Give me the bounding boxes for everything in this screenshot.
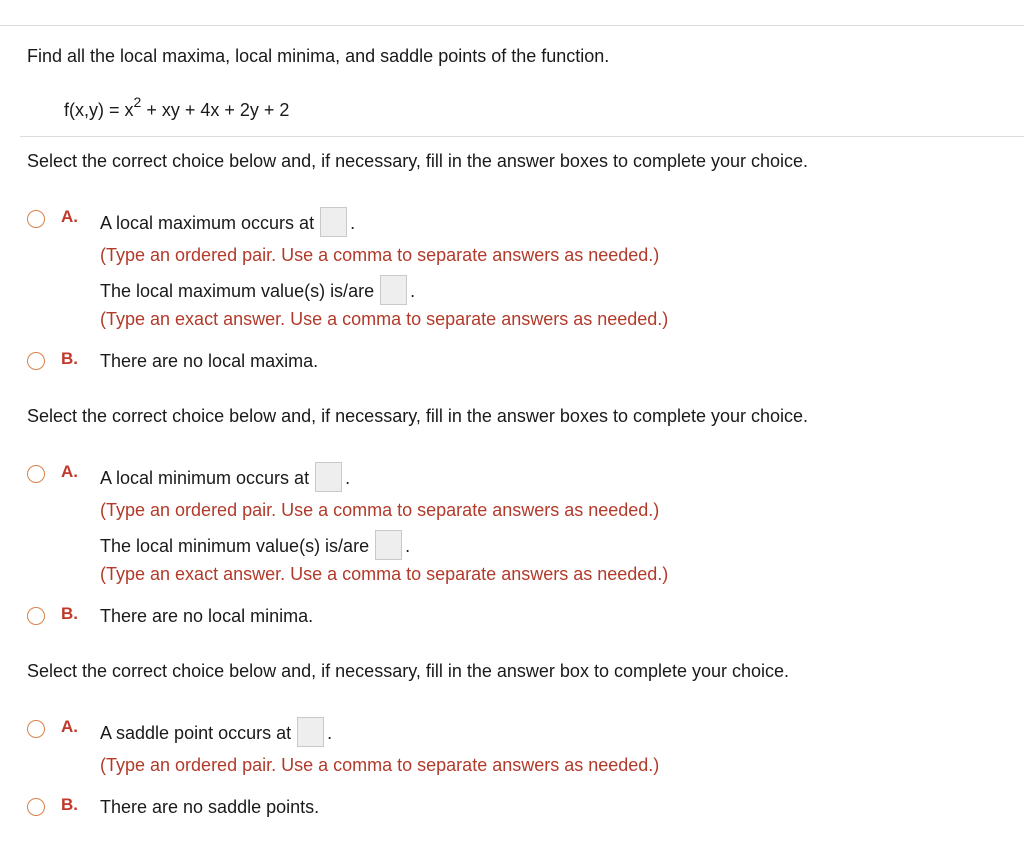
radio-max-a[interactable] bbox=[27, 210, 45, 228]
choice-letter: A. bbox=[61, 207, 78, 226]
question-text: Find all the local maxima, local minima, and saddle points of the function. bbox=[27, 46, 610, 66]
saddle-location-input[interactable] bbox=[297, 717, 324, 747]
top-divider bbox=[0, 25, 1024, 26]
max-location-label: A local maximum occurs at bbox=[100, 212, 315, 233]
no-maxima-text: There are no local maxima. bbox=[100, 351, 319, 371]
radio-saddle-b[interactable] bbox=[27, 798, 45, 816]
formula-rhs: + xy + 4x + 2y + 2 bbox=[141, 100, 290, 120]
function-formula bbox=[64, 94, 290, 121]
period: . bbox=[410, 280, 416, 301]
max-location-input[interactable] bbox=[320, 207, 347, 237]
choice-letter: A. bbox=[61, 717, 78, 736]
no-minima-text: There are no local minima. bbox=[100, 606, 314, 626]
min-location-hint: (Type an ordered pair. Use a comma to separate answers as needed.) bbox=[100, 500, 660, 520]
choice-letter: B. bbox=[61, 795, 78, 814]
radio-max-b[interactable] bbox=[27, 352, 45, 370]
min-value-input[interactable] bbox=[375, 530, 402, 560]
max-location-hint: (Type an ordered pair. Use a comma to separate answers as needed.) bbox=[100, 245, 660, 265]
instruction-maxima: Select the correct choice below and, if necessary, fill in the answer boxes to complete your choice. bbox=[27, 151, 809, 171]
saddle-location-label: A saddle point occurs at bbox=[100, 722, 292, 743]
radio-saddle-a[interactable] bbox=[27, 720, 45, 738]
period: . bbox=[327, 722, 333, 743]
instruction-minima: Select the correct choice below and, if necessary, fill in the answer boxes to complete your choice. bbox=[27, 406, 809, 426]
period: . bbox=[345, 467, 351, 488]
max-value-hint: (Type an exact answer. Use a comma to separate answers as needed.) bbox=[100, 309, 669, 329]
choice-letter: B. bbox=[61, 349, 78, 368]
min-location-input[interactable] bbox=[315, 462, 342, 492]
formula-lhs: f(x,y) = x bbox=[64, 100, 134, 120]
formula-exponent: 2 bbox=[133, 94, 142, 110]
no-saddle-text: There are no saddle points. bbox=[100, 797, 320, 817]
choice-letter: B. bbox=[61, 604, 78, 623]
choice-letter: A. bbox=[61, 462, 78, 481]
max-value-label: The local maximum value(s) is/are bbox=[100, 280, 375, 301]
min-value-label: The local minimum value(s) is/are bbox=[100, 535, 370, 556]
instruction-saddle: Select the correct choice below and, if necessary, fill in the answer box to complete your choice. bbox=[27, 661, 790, 681]
max-value-input[interactable] bbox=[380, 275, 407, 305]
saddle-location-hint: (Type an ordered pair. Use a comma to separate answers as needed.) bbox=[100, 755, 660, 775]
question-divider bbox=[20, 136, 1024, 137]
radio-min-a[interactable] bbox=[27, 465, 45, 483]
radio-min-b[interactable] bbox=[27, 607, 45, 625]
period: . bbox=[350, 212, 356, 233]
min-location-label: A local minimum occurs at bbox=[100, 467, 310, 488]
min-value-hint: (Type an exact answer. Use a comma to separate answers as needed.) bbox=[100, 564, 669, 584]
period: . bbox=[405, 535, 411, 556]
